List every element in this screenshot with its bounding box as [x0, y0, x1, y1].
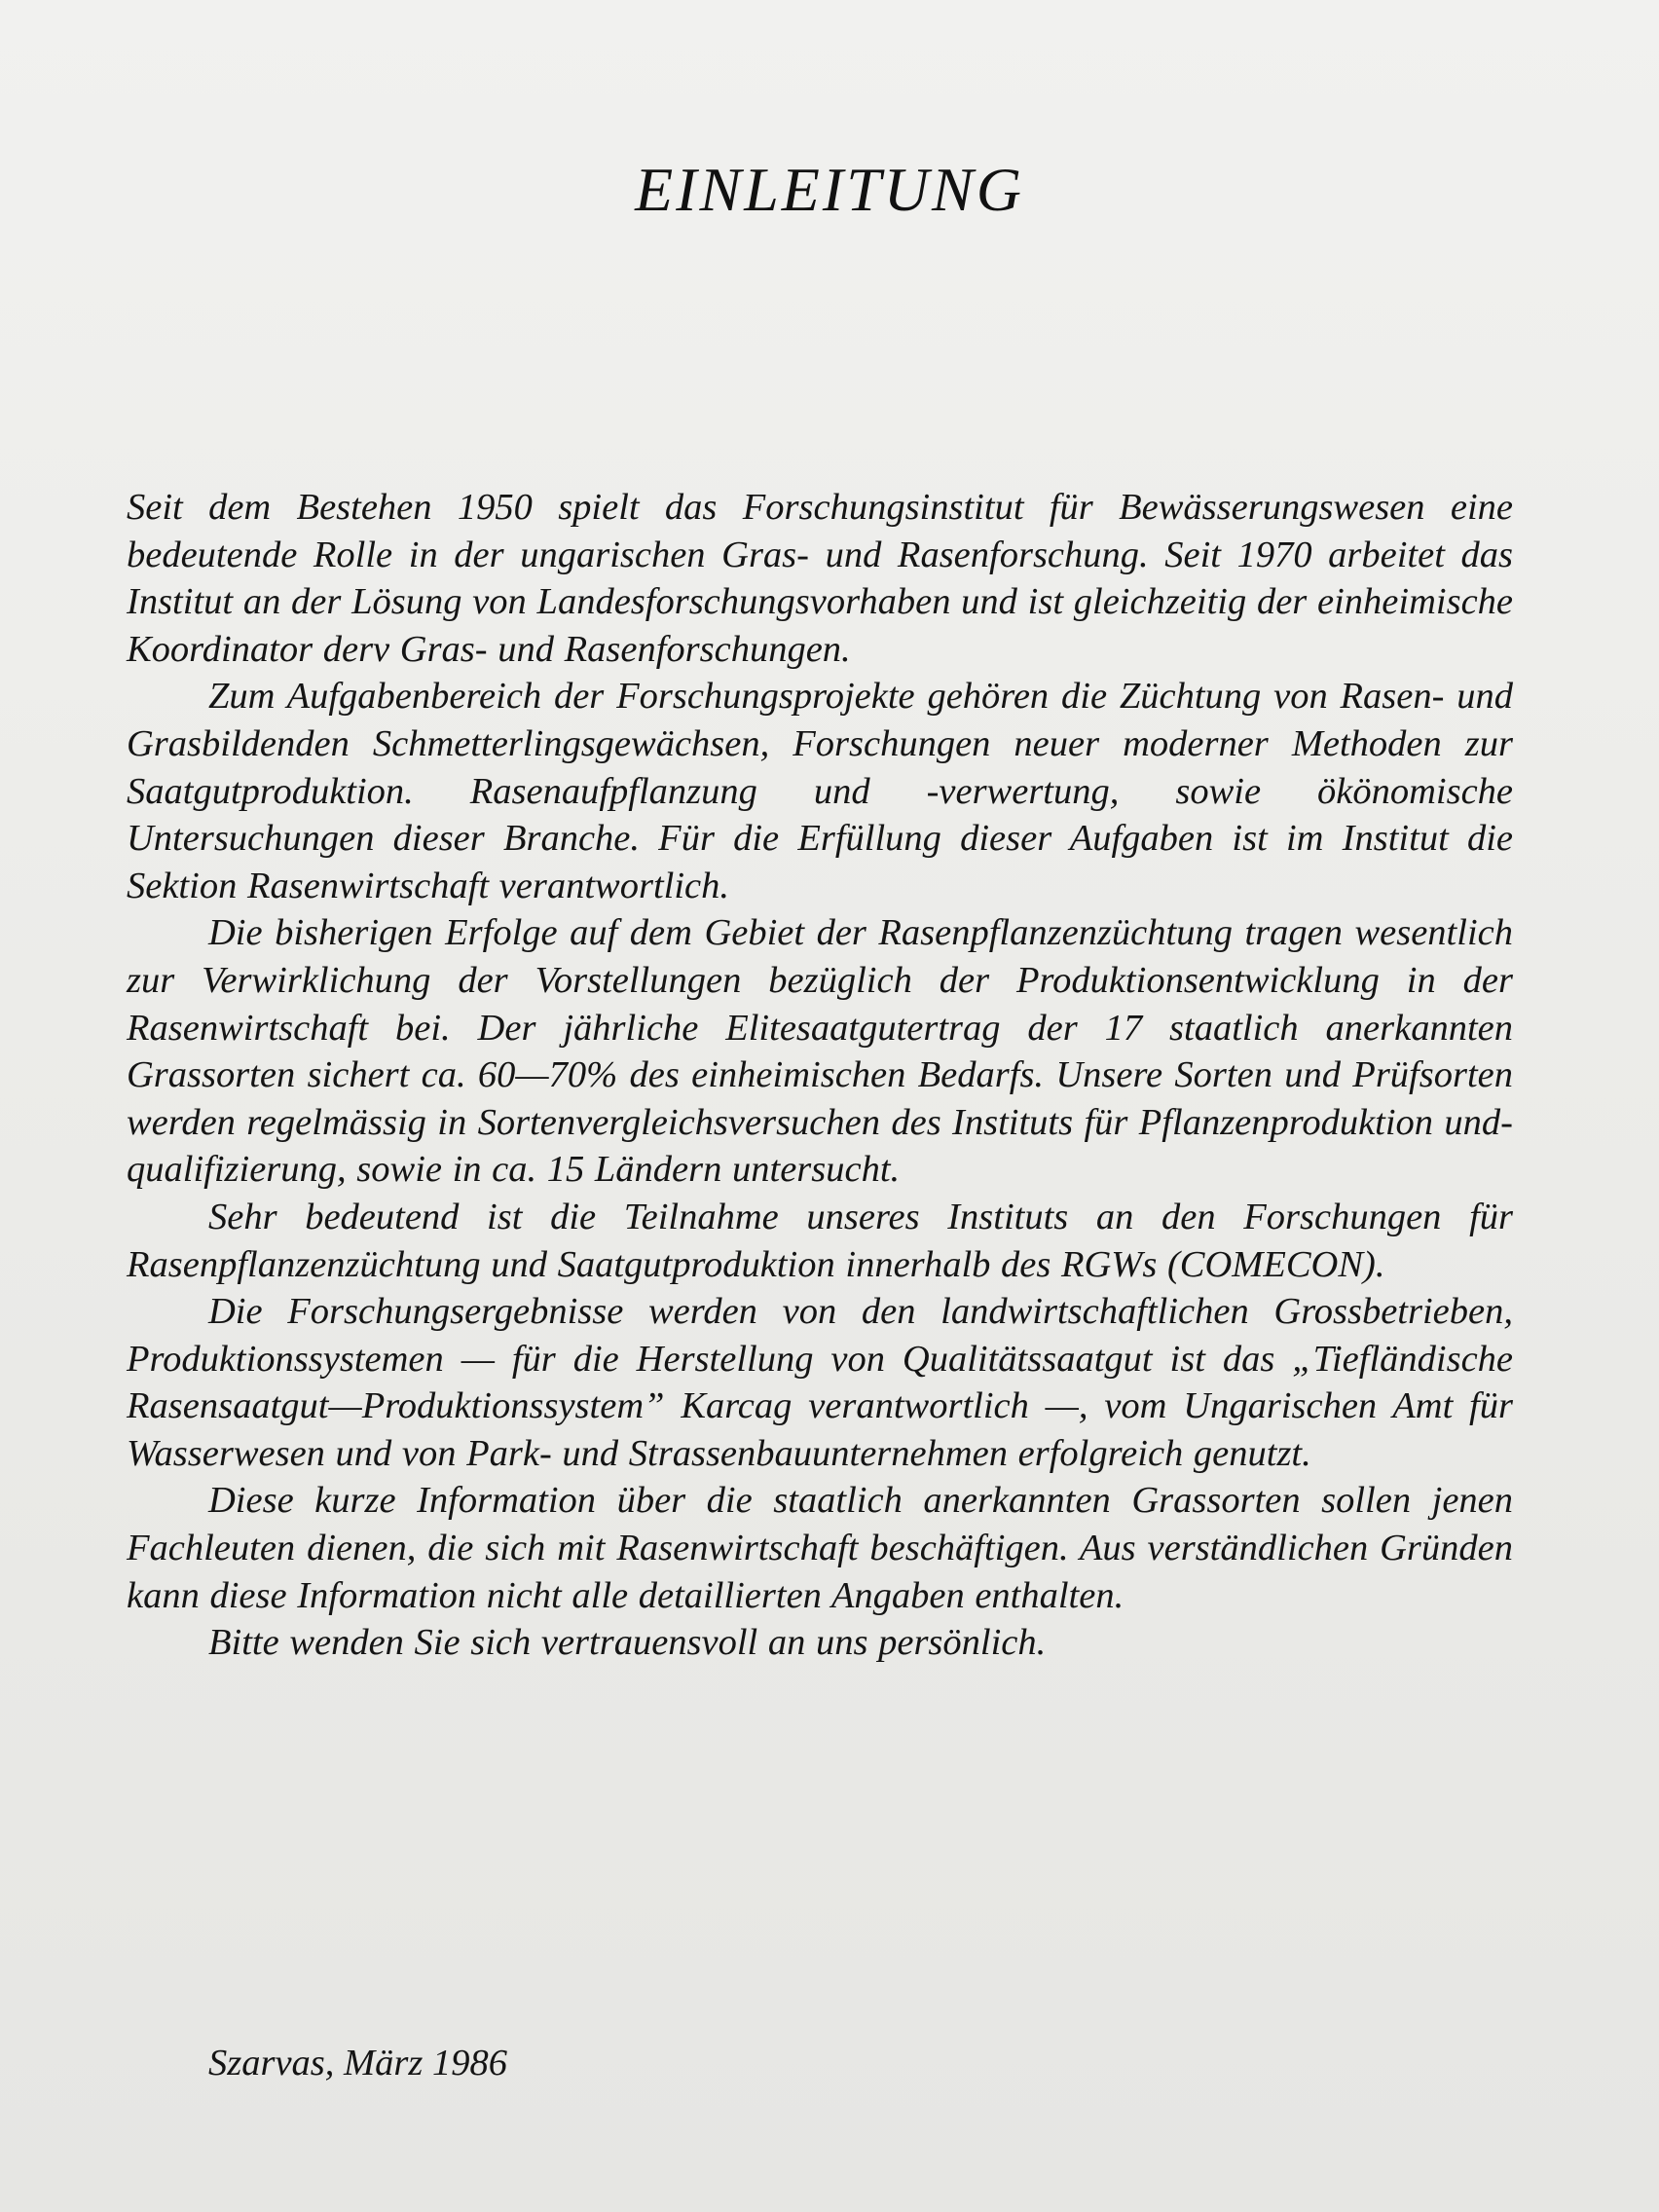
paragraph-7: Bitte wenden Sie sich vertrauensvoll an uns persönlich.	[208, 1622, 1047, 1664]
paragraph-2: Zum Aufgabenbereich der Forschungsprojekte gehören die Züchtung von Rasen- und Grasbildenden Schmetterlingsgewächsen, Forschungen neuer moderner Methoden zur Saatgutproduktion. Rasenaufpflanzung und -verwertung, sowie ökönomische Untersuchungen dieser Branche. Für die Erfüllung dieser Aufgaben ist im Institut die Sektion Rasenwirtschaft verantwortlich.	[127, 676, 1513, 906]
paragraph-5: Die Forschungsergebnisse werden von den landwirtschaftlichen Grossbetrieben, Produktionssystemen — für die Herstellung von Qualitätssaatgut ist das „Tiefländische Rasensaatgut—Produktionssystem” Karcag verantwortlich —, vom Ungarischen Amt für Wasserwesen und von Park- und Strassenbauunternehmen erfolgreich genutzt.	[127, 1291, 1513, 1474]
paragraph-4: Sehr bedeutend ist die Teilnahme unseres Instituts an den Forschungen für Rasenpflanzenzüchtung und Saatgutproduktion innerhalb des RGWs (COMECON).	[127, 1196, 1513, 1285]
body-text	[127, 484, 1513, 1667]
paragraph-1: Seit dem Bestehen 1950 spielt das Forschungsinstitut für Bewässerungswesen eine bedeutende Rolle in der ungarischen Gras- und Rasenforschung. Seit 1970 arbeitet das Institut an der Lösung von Landesforschungsvorhaben und ist gleichzeitig der einheimische Koordinator derv Gras- und Rasenforschungen.	[127, 487, 1513, 670]
page-title: EINLEITUNG	[635, 155, 1024, 224]
paragraph-3: Die bisherigen Erfolge auf dem Gebiet der Rasenpflanzenzüchtung tragen wesentlich zur Verwirklichung der Vorstellungen bezüglich der Produktionsentwicklung in der Rasenwirtschaft bei. Der jährliche Elitesaatgutertrag der 17 staatlich anerkannten Grassorten sichert ca. 60—70% des einheimischen Bedarfs. Unsere Sorten und Prüfsorten werden regelmässig in Sortenvergleichsversuchen des Instituts für Pflanzenproduktion und-qualifizierung, sowie in ca. 15 Ländern untersucht.	[127, 912, 1513, 1191]
place-and-date: Szarvas, März 1986	[208, 2043, 507, 2083]
paragraph-6: Diese kurze Information über die staatlich anerkannten Grassorten sollen jenen Fachleuten dienen, die sich mit Rasenwirtschaft beschäftigen. Aus verständlichen Gründen kann diese Information nicht alle detaillierten Angaben enthalten.	[127, 1480, 1513, 1616]
